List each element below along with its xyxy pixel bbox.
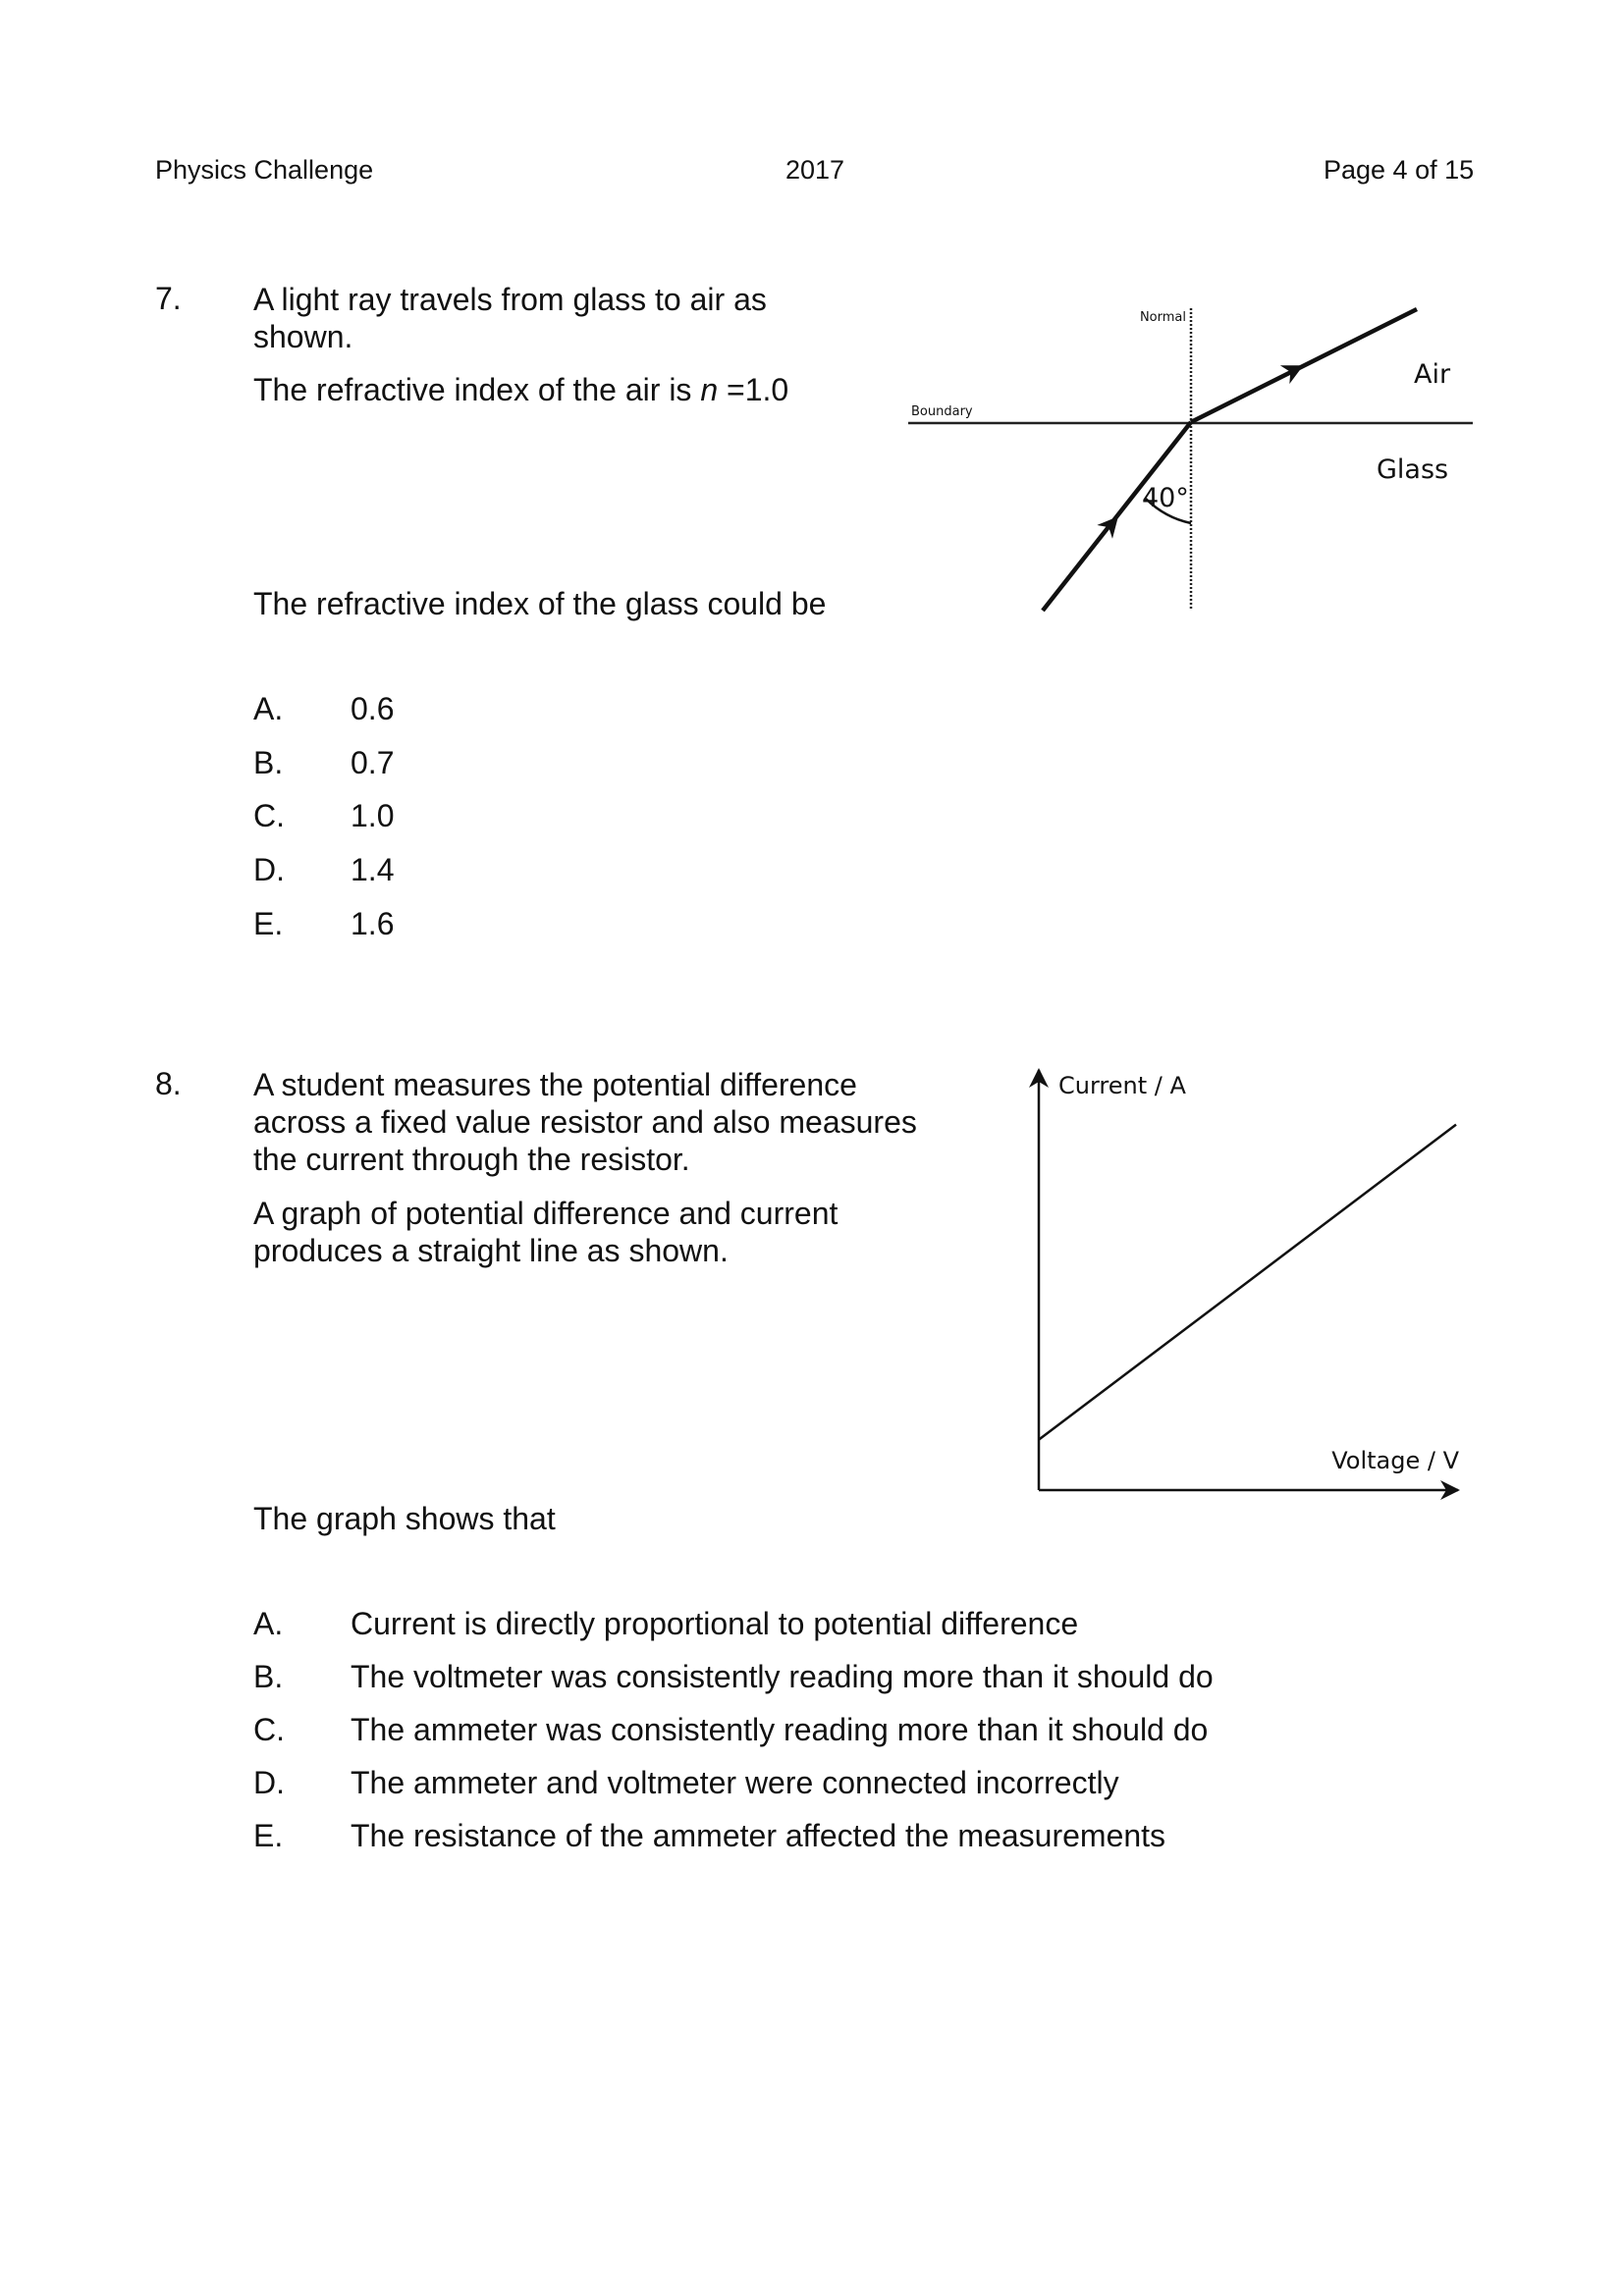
given-variable: n: [700, 372, 719, 407]
option-text: The voltmeter was consistently reading more than it should do: [351, 1659, 1214, 1694]
option-text: Current is directly proportional to potential difference: [351, 1606, 1079, 1641]
option-text: 0.7: [351, 745, 395, 780]
header-page-number: Page 4 of 15: [1324, 155, 1475, 185]
question-stem-line: shown.: [253, 319, 353, 354]
option-text: The resistance of the ammeter affected the measurements: [351, 1818, 1166, 1853]
question-prompt: The graph shows that: [253, 1501, 556, 1536]
question-number: 7.: [155, 281, 182, 316]
option-text: 1.6: [351, 906, 395, 941]
option-letter: B.: [253, 1659, 284, 1694]
angle-label: 40°: [1142, 483, 1189, 513]
question-stem-line: A graph of potential difference and current: [253, 1196, 839, 1231]
header-year: 2017: [785, 155, 845, 185]
normal-label: Normal: [1139, 310, 1186, 325]
option-letter: D.: [253, 1765, 285, 1800]
option-text: 1.0: [351, 798, 395, 833]
refracted-arrow-icon: [1276, 370, 1294, 379]
question-stem-line: produces a straight line as shown.: [253, 1233, 729, 1268]
header-title: Physics Challenge: [155, 155, 374, 185]
option-letter: E.: [253, 1818, 284, 1853]
y-axis-label: Current / A: [1058, 1072, 1186, 1099]
series-line: [1039, 1125, 1456, 1440]
option-letter: C.: [253, 1712, 285, 1747]
option-text: The ammeter and voltmeter were connected incorrectly: [351, 1765, 1119, 1800]
refracted-ray: [1191, 309, 1417, 422]
option-letter: E.: [253, 906, 284, 941]
glass-label: Glass: [1377, 454, 1449, 485]
question-stem-line: A light ray travels from glass to air as: [253, 282, 767, 317]
option-text: The ammeter was consistently reading more than it should do: [351, 1712, 1209, 1747]
option-text: 0.6: [351, 691, 395, 726]
current-voltage-graph: [0, 982, 1623, 1531]
option-letter: A.: [253, 691, 284, 726]
boundary-label: Boundary: [911, 404, 973, 419]
air-label: Air: [1414, 359, 1451, 390]
given-suffix: =1.0: [718, 372, 789, 407]
question-stem-line: across a fixed value resistor and also measures: [253, 1104, 917, 1140]
option-letter: C.: [253, 798, 285, 833]
option-letter: D.: [253, 852, 285, 887]
question-prompt: The refractive index of the glass could be: [253, 586, 827, 621]
refraction-diagram: [0, 0, 1623, 687]
question-stem-line: A student measures the potential difference: [253, 1067, 857, 1102]
question-number: 8.: [155, 1066, 182, 1101]
option-letter: A.: [253, 1606, 284, 1641]
option-text: 1.4: [351, 852, 395, 887]
option-letter: B.: [253, 745, 284, 780]
incident-arrow-icon: [1098, 524, 1111, 540]
given-prefix: The refractive index of the air is: [253, 372, 701, 407]
x-axis-label: Voltage / V: [1331, 1447, 1459, 1474]
question-stem-line: the current through the resistor.: [253, 1142, 690, 1177]
